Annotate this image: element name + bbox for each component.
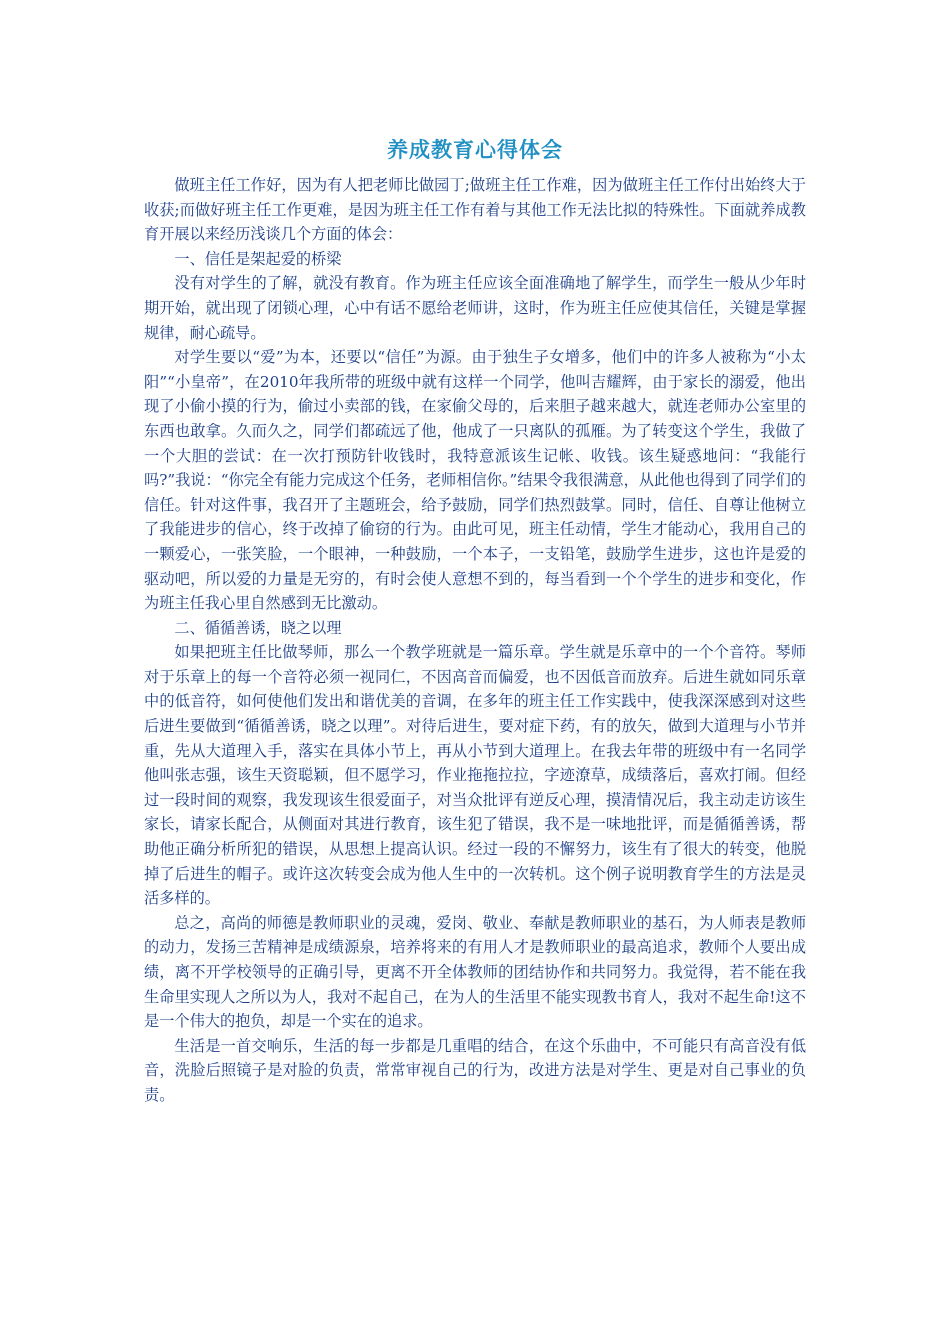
section-heading-guidance: 二、循循善诱，晓之以理	[174, 618, 342, 637]
body-paragraph: 如果把班主任比做琴师，那么一个教学班就是一篇乐章。学生就是乐章中的一个个音符。琴师对于乐章上的每一个音符必须一视同仁，不因高音而偏爱，也不因低音而放弃。后进生就如同乐章中的低音符，如何使他们发出和谐优美的音调，在多年的班主任工作实践中，使我深深感到对这些后进生要做到“循循善诱，晓之以理”。对待后进生，要对症下药，有的放矢，做到大道理与小节并重，先从大道理入手，落实在具体小节上，再从小节到大道理上。在我去年带的班级中有一名同学他叫张志强，该生天资聪颖，但不愿学习，作业拖拖拉拉，字迹潦草，成绩落后，喜欢打闹。但经过一段时间的观察，我发现该生很爱面子，对当众批评有逆反心理，摸清情况后，我主动走访该生家长，请家长配合，从侧面对其进行教育，该生犯了错误，我不是一味地批评，而是循循善诱，帮助他正确分析所犯的错误，从思想上提高认识。经过一段的不懈努力，该生有了很大的转变，他脱掉了后进生的帽子。或许这次转变会成为他人生中的一次转机。这个例子说明教育学生的方法是灵活多样的。	[144, 643, 806, 908]
closing-paragraph: 生活是一首交响乐，生活的每一步都是几重唱的结合，在这个乐曲中，不可能只有高音没有低音，洗脸后照镜子是对脸的负责，常常审视自己的行为，改进方法是对学生、更是对自己事业的负责。	[144, 1036, 806, 1104]
body-paragraph: 对学生要以“爱”为本，还要以“信任”为源。由于独生子女增多，他们中的许多人被称为“小太阳”“小皇帝”，在2010年我所带的班级中就有这样一个同学，他叫吉耀辉，由于家长的溺爱，他出现了小偷小摸的行为，偷过小卖部的钱，在家偷父母的，后来胆子越来越大，就连老师办公室里的东西也敢拿。久而久之，同学们都疏远了他，他成了一只离队的孤雁。为了转变这个学生，我做了一个大胆的尝试：在一次打预防针收钱时，我特意派该生记帐、收钱。该生疑惑地问：“我能行吗?”我说：“你完全有能力完成这个任务，老师相信你。”结果令我很满意，从此他也得到了同学们的信任。针对这件事，我召开了主题班会，给予鼓励，同学们热烈鼓掌。同时，信任、自尊让他树立了我能进步的信心，终于改掉了偷窃的行为。由此可见，班主任动情，学生才能动心，我用自己的一颗爱心，一张笑脸，一个眼神，一种鼓励，一个本子，一支铅笔，鼓励学生进步，这也许是爱的驱动吧，所以爱的力量是无穷的，有时会使人意想不到的，每当看到一个个学生的进步和变化，作为班主任我心里自然感到无比激动。	[144, 348, 806, 613]
section-heading-trust: 一、信任是架起爱的桥梁	[174, 249, 342, 268]
document-body	[144, 173, 806, 1108]
document-title: 养成教育心得体会	[387, 137, 563, 162]
body-paragraph: 没有对学生的了解，就没有教育。作为班主任应该全面准确地了解学生，而学生一般从少年时期开始，就出现了闭锁心理，心中有话不愿给老师讲，这时，作为班主任应使其信任，关键是掌握规律，耐心疏导。	[144, 274, 806, 342]
body-paragraph: 总之，高尚的师德是教师职业的灵魂，爱岗、敬业、奉献是教师职业的基石，为人师表是教师的动力，发扬三苦精神是成绩源泉，培养将来的有用人才是教师职业的最高追求，教师个人要出成绩，离不开学校领导的正确引导，更离不开全体教师的团结协作和共同努力。我觉得，若不能在我生命里实现人之所以为人，我对不起自己，在为人的生活里不能实现教书育人，我对不起生命!这不是一个伟大的抱负，却是一个实在的追求。	[144, 913, 806, 1031]
intro-paragraph: 做班主任工作好，因为有人把老师比做园丁;做班主任工作难，因为做班主任工作付出始终大于收获;而做好班主任工作更难，是因为班主任工作有着与其他工作无法比拟的特殊性。下面就养成教育开展以来经历浅谈几个方面的体会：	[144, 176, 806, 244]
